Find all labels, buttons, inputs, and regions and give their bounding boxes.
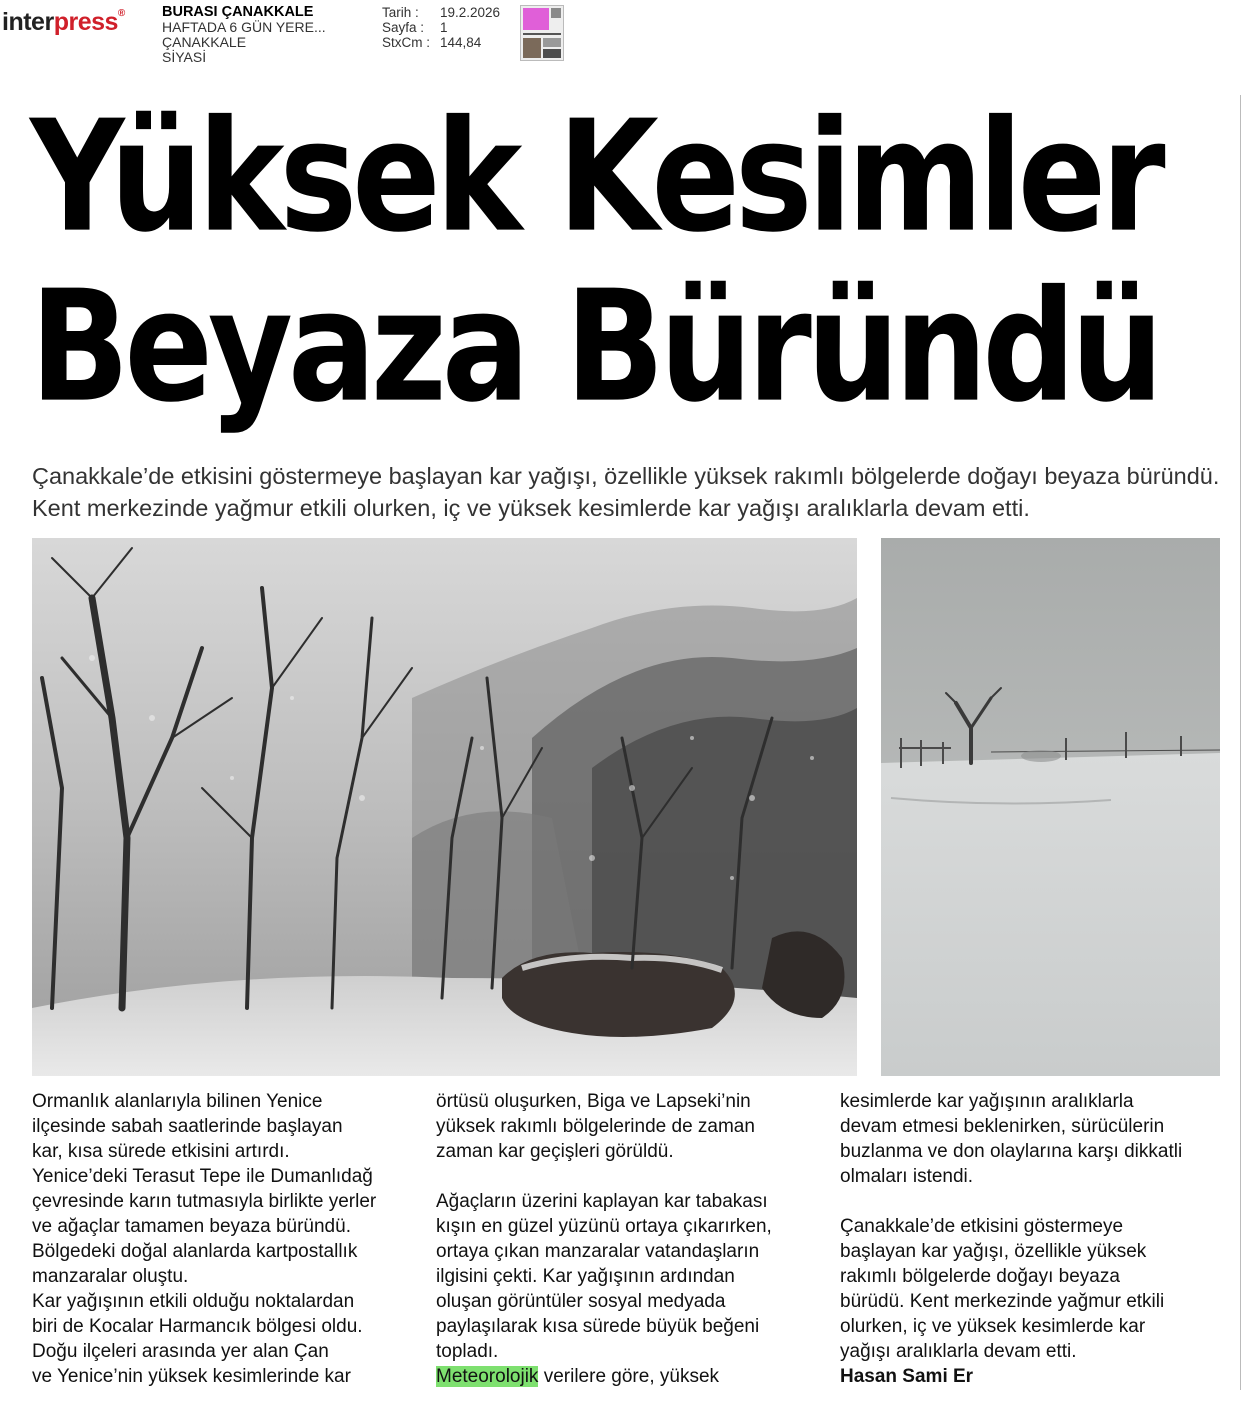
body-column-2-para-1: örtüsü oluşurken, Biga ve Lapseki’nin yüksek rakımlı bölgelerinde de zaman zaman kar geçişleri görüldü. xyxy=(436,1091,755,1162)
body-column-2-tail: verilere göre, yüksek xyxy=(538,1366,720,1387)
body-column-3-para-1: kesimlerde kar yağışının aralıklarla devam etmesi beklenirken, sürücülerin buzlanma ve don olaylarına karşı dikkatli olmaları istendi. xyxy=(840,1091,1183,1187)
publication-category: SİYASİ xyxy=(162,49,207,65)
author-byline: Hasan Sami Er xyxy=(840,1366,974,1387)
body-column-3 xyxy=(840,1089,1210,1389)
photo-snowy-forest xyxy=(32,538,857,1076)
publication-info xyxy=(162,5,326,65)
page-edge-rule xyxy=(1240,95,1241,1390)
page-thumbnail[interactable] xyxy=(520,5,564,61)
body-column-1 xyxy=(32,1089,402,1389)
photo-snowy-field xyxy=(881,538,1220,1076)
body-column-1-text: Ormanlık alanlarıyla bilinen Yenice ilçesinde sabah saatlerinde başlayan kar, kısa sürede etkisini artırdı. Yenice’deki Terasut Tepe ile Dumanlıdağ çevresinde karın tutmasıyla birlikte yerler ve ağaçlar tamamen beyaza büründü. Bölgedeki doğal alanlarda kartpostallık manzaralar oluştu. Kar yağışının etkili olduğu noktalardan biri de Kocalar Harmancık bölgesi oldu. Doğu ilçeleri arasında yer alan Çan ve Yenice’nin yüksek kesimlerinde kar xyxy=(32,1091,377,1387)
publication-frequency: HAFTADA 6 GÜN YERE... xyxy=(162,19,326,35)
publication-city: ÇANAKKALE xyxy=(162,34,247,50)
headline-line-1: Yüksek Kesimler xyxy=(30,88,1161,267)
highlighted-term: Meteorolojik xyxy=(436,1366,539,1387)
date-label: Tarih : xyxy=(382,5,419,20)
headline-line-2: Beyaza Büründü xyxy=(30,258,1159,437)
page-label: Sayfa : xyxy=(382,20,425,35)
body-column-3-para-2: Çanakkale’de etkisini göstermeye başlayan kar yağışı, özellikle yüksek rakımlı bölgelerde doğayı beyaza bürüdü. Kent merkezinde yağmur etkili olurken, iç ve yüksek kesimlerde kar yağışı aralıklarla devam etti. xyxy=(840,1216,1165,1362)
lead-paragraph: Çanakkale’de etkisini göstermeye başlayan kar yağışı, özellikle yüksek rakımlı bölgelerde doğayı beyaza büründü. Kent merkezinde yağmur etkili olurken, iç ve yüksek kesimlerde kar yağışı aralıklarla devam etti. xyxy=(32,463,1220,521)
page-value: 1 xyxy=(440,20,448,35)
interpress-logo: interpress® xyxy=(2,8,125,36)
stxcm-value: 144,84 xyxy=(440,35,482,50)
body-column-2 xyxy=(436,1089,806,1389)
clip-meta xyxy=(382,5,500,50)
stxcm-label: StxCm : xyxy=(382,35,431,50)
publication-name: BURASI ÇANAKKALE xyxy=(162,4,314,20)
body-column-2-para-2: Ağaçların üzerini kaplayan kar tabakası kışın en güzel yüzünü ortaya çıkarırken, ortaya çıkan manzaralar vatandaşların ilgisini çekti. Kar yağışının ardından oluşan görüntüler sosyal medyada paylaşılarak kısa sürede büyük beğeni topladı. xyxy=(436,1191,772,1362)
date-value: 19.2.2026 xyxy=(440,5,501,20)
